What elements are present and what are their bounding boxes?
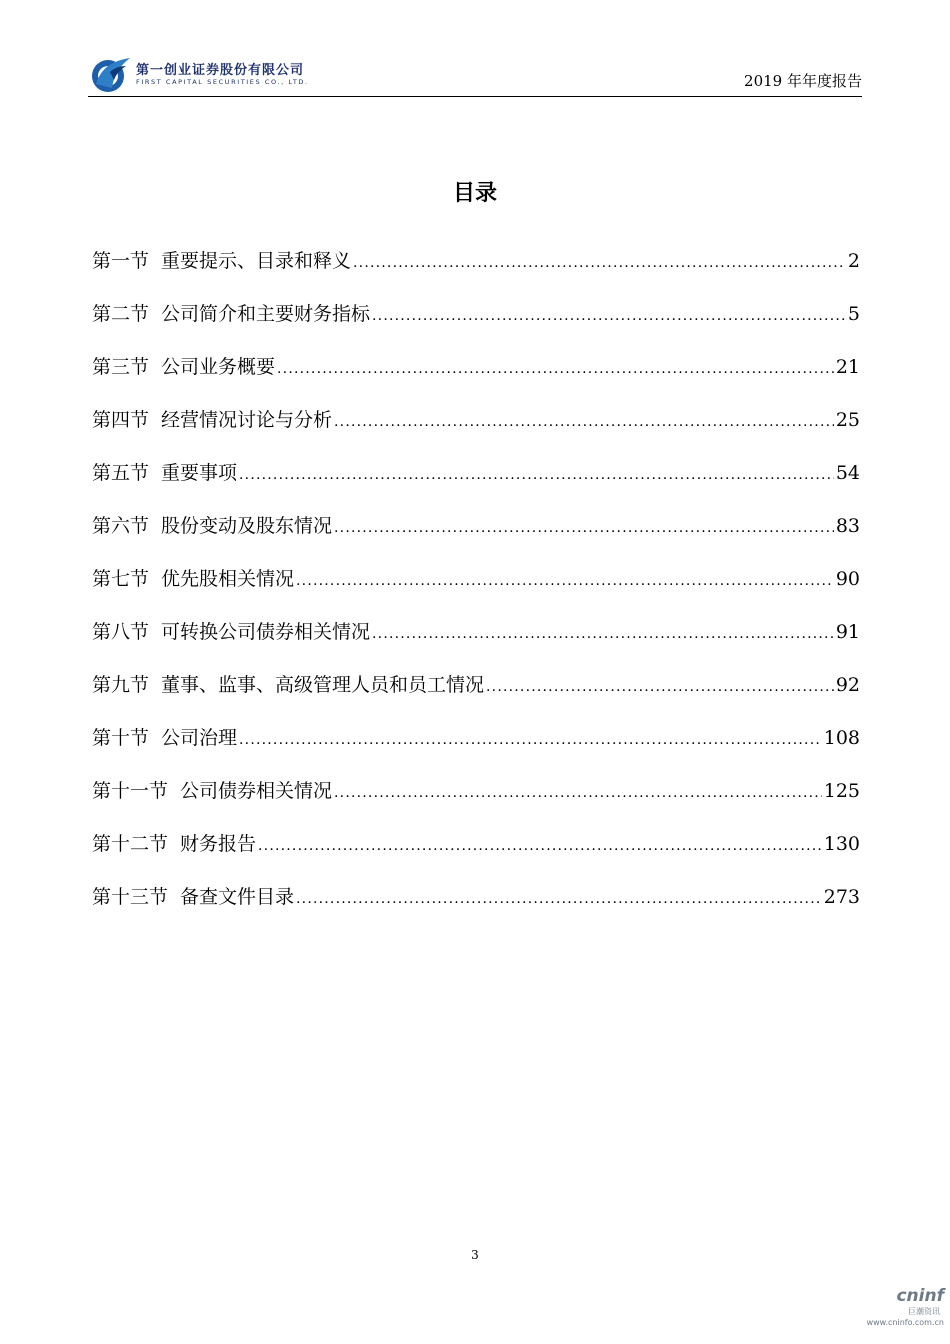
toc-dot-leader bbox=[353, 255, 846, 271]
toc-section-number: 第一节 bbox=[92, 250, 150, 272]
toc-entry[interactable] bbox=[92, 723, 860, 776]
toc-section-number: 第十一节 bbox=[92, 780, 169, 802]
toc-dot-leader bbox=[372, 308, 846, 324]
toc-section-number: 第十二节 bbox=[92, 833, 169, 855]
toc-entry[interactable] bbox=[92, 829, 860, 882]
company-name-cn: 第一创业证券股份有限公司 bbox=[136, 63, 305, 78]
toc-page-number: 5 bbox=[847, 303, 860, 325]
toc-section-title: 重要提示、目录和释义 bbox=[161, 250, 352, 272]
toc-section-number: 第五节 bbox=[92, 462, 150, 484]
toc-entry[interactable] bbox=[92, 882, 860, 935]
toc-dot-leader bbox=[258, 838, 822, 854]
toc-dot-leader bbox=[277, 361, 834, 377]
toc-section-title: 公司简介和主要财务指标 bbox=[161, 303, 371, 325]
toc-page-number: 90 bbox=[835, 568, 860, 590]
toc-section-number: 第八节 bbox=[92, 621, 150, 643]
toc-dot-leader bbox=[334, 414, 834, 430]
toc-section-number: 第二节 bbox=[92, 303, 150, 325]
toc-entry[interactable] bbox=[92, 246, 860, 299]
table-of-contents bbox=[92, 246, 860, 935]
watermark-brand: cninf bbox=[896, 1286, 944, 1306]
toc-page-number: 2 bbox=[847, 250, 860, 272]
company-logo-icon bbox=[88, 54, 132, 94]
toc-section-title: 重要事项 bbox=[161, 462, 238, 484]
report-title: 2019 年年度报告 bbox=[744, 72, 862, 90]
toc-dot-leader bbox=[239, 732, 822, 748]
toc-page-number: 92 bbox=[835, 674, 860, 696]
toc-entry[interactable] bbox=[92, 564, 860, 617]
toc-section-title: 股份变动及股东情况 bbox=[161, 515, 333, 537]
company-name-en: FIRST CAPITAL SECURITIES CO., LTD. bbox=[136, 78, 309, 86]
toc-section-title: 优先股相关情况 bbox=[161, 568, 295, 590]
toc-section-title: 公司业务概要 bbox=[161, 356, 276, 378]
page-header bbox=[88, 50, 862, 97]
toc-page-number: 108 bbox=[823, 727, 860, 749]
toc-page-number: 130 bbox=[823, 833, 860, 855]
watermark-url: www.cninfo.com.cn bbox=[866, 1318, 944, 1327]
toc-section-title: 公司治理 bbox=[161, 727, 238, 749]
toc-entry[interactable] bbox=[92, 352, 860, 405]
toc-section-number: 第四节 bbox=[92, 409, 150, 431]
toc-section-title: 经营情况讨论与分析 bbox=[161, 409, 333, 431]
toc-section-number: 第七节 bbox=[92, 568, 150, 590]
toc-section-title: 财务报告 bbox=[180, 833, 257, 855]
toc-dot-leader bbox=[486, 679, 834, 695]
toc-section-number: 第三节 bbox=[92, 356, 150, 378]
toc-entry[interactable] bbox=[92, 617, 860, 670]
toc-entry[interactable] bbox=[92, 511, 860, 564]
toc-entry[interactable] bbox=[92, 405, 860, 458]
watermark-cn: 巨潮资讯 bbox=[908, 1307, 940, 1316]
cninfo-watermark bbox=[862, 1286, 944, 1334]
toc-section-number: 第九节 bbox=[92, 674, 150, 696]
toc-page-number: 25 bbox=[835, 409, 860, 431]
toc-section-title: 公司债券相关情况 bbox=[180, 780, 333, 802]
page-number: 3 bbox=[471, 1248, 479, 1262]
toc-entry[interactable] bbox=[92, 458, 860, 511]
toc-page-number: 83 bbox=[835, 515, 860, 537]
toc-section-title: 董事、监事、高级管理人员和员工情况 bbox=[161, 674, 485, 696]
toc-section-title: 备查文件目录 bbox=[180, 886, 295, 908]
toc-dot-leader bbox=[334, 785, 822, 801]
toc-dot-leader bbox=[372, 626, 834, 642]
toc-page-number: 273 bbox=[823, 886, 860, 908]
toc-section-number: 第六节 bbox=[92, 515, 150, 537]
toc-dot-leader bbox=[334, 520, 834, 536]
toc-entry[interactable] bbox=[92, 670, 860, 723]
toc-section-title: 可转换公司债券相关情况 bbox=[161, 621, 371, 643]
toc-title: 目录 bbox=[452, 181, 497, 206]
toc-page-number: 54 bbox=[835, 462, 860, 484]
toc-section-number: 第十三节 bbox=[92, 886, 169, 908]
toc-dot-leader bbox=[296, 573, 834, 589]
toc-entry[interactable] bbox=[92, 299, 860, 352]
toc-entry[interactable] bbox=[92, 776, 860, 829]
toc-page-number: 91 bbox=[835, 621, 860, 643]
toc-dot-leader bbox=[239, 467, 834, 483]
toc-dot-leader bbox=[296, 891, 822, 907]
toc-page-number: 21 bbox=[835, 356, 860, 378]
toc-page-number: 125 bbox=[823, 780, 860, 802]
toc-section-number: 第十节 bbox=[92, 727, 150, 749]
